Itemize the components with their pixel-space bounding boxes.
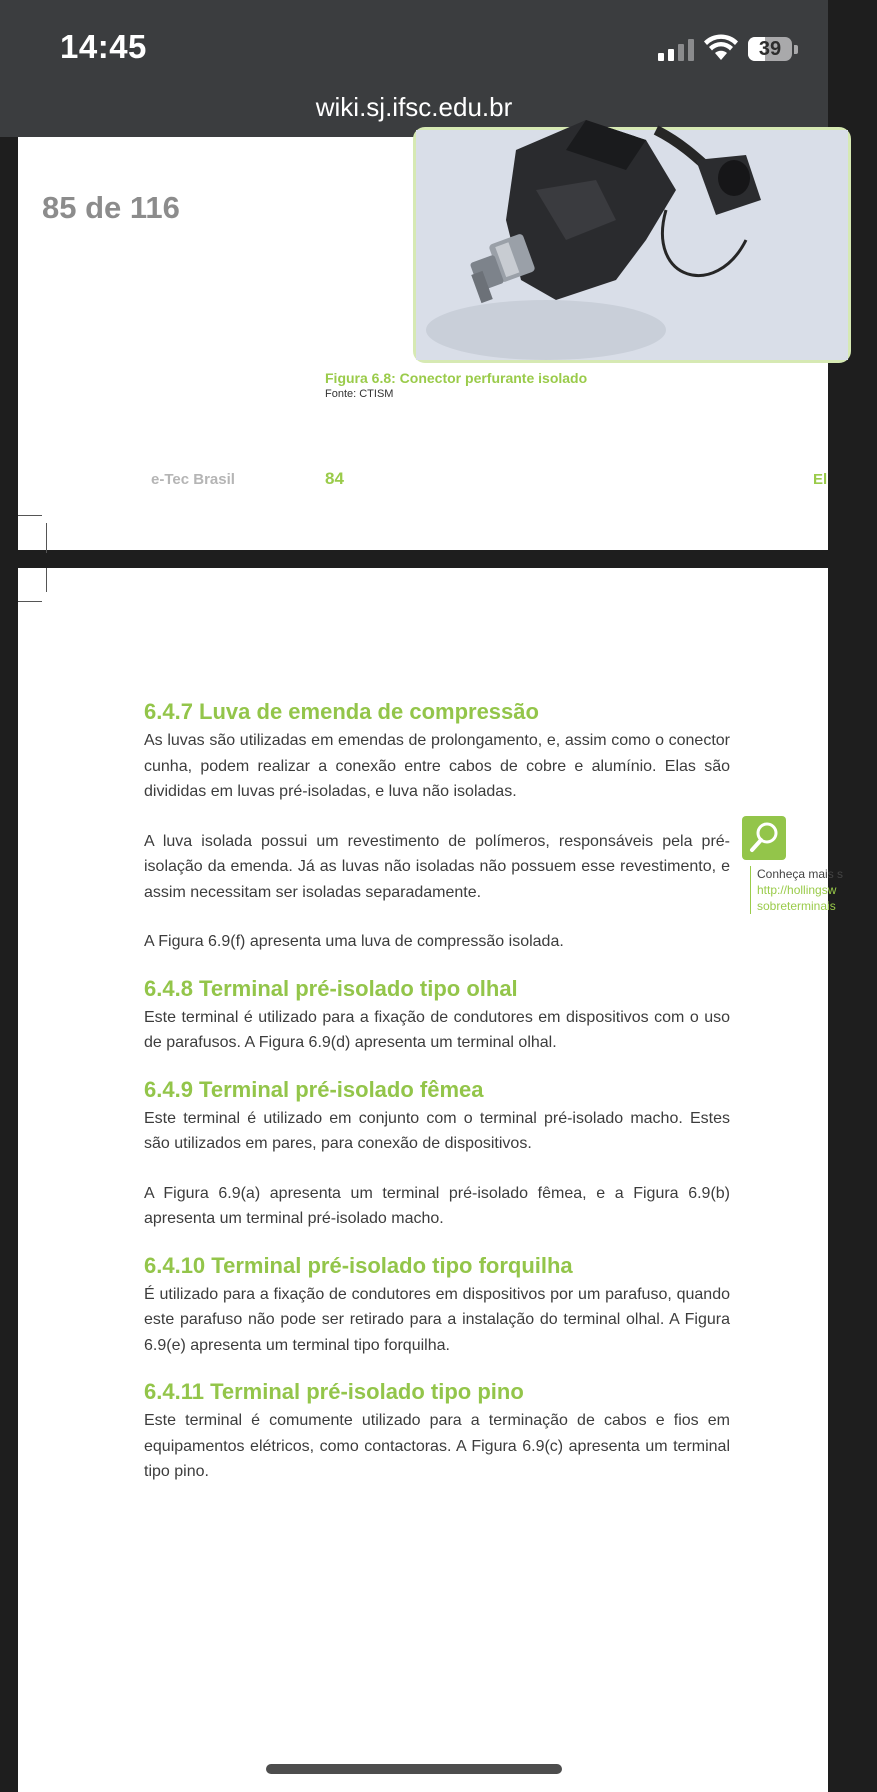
figure-title: Figura 6.8: Conector perfurante isolado [325,370,588,386]
footer-right-text: El [813,471,828,488]
browser-top-bar [0,0,828,137]
status-icons [658,34,798,64]
paragraph: Este terminal é utilizado para a fixação de condutores em dispositivos com o uso de parafusos. A Figura 6.9(d) apresenta um terminal olhal. [144,1008,730,1051]
pdf-page-85[interactable] [18,568,844,1792]
cellular-signal-icon [658,37,694,61]
figure-source: Fonte: CTISM [325,388,394,400]
crop-mark [18,515,42,516]
sidebar-link[interactable]: sobreterminais [757,899,836,913]
address-bar-url[interactable]: wiki.sj.ifsc.edu.br [315,92,513,122]
sidebar-note [750,866,877,914]
section-heading: 6.4.9 Terminal pré-isolado fêmea [144,1076,484,1102]
section-heading: 6.4.10 Terminal pré-isolado tipo forquilha [144,1252,573,1278]
battery-icon [748,37,792,61]
paragraph: A Figura 6.9(a) apresenta um terminal pré-isolado fêmea, e a Figura 6.9(b) apresenta um terminal pré-isolado macho. [144,1184,730,1227]
section-heading: 6.4.7 Luva de emenda de compressão [144,699,539,724]
battery-tip [794,45,798,54]
paragraph: Este terminal é utilizado em conjunto com o terminal pré-isolado macho. Estes são utilizados em pares, para conexão de dispositivos. [144,1109,730,1152]
footer-brand: e-Tec Brasil [151,471,235,488]
paragraph: A luva isolada possui um revestimento de polímeros, responsáveis pela pré-isolação da emenda. Já as luvas não isoladas não possuem esse revestimento, e assim necessitam ser isoladas separadamente. [144,832,730,901]
paragraph: É utilizado para a fixação de condutores em dispositivos por um parafuso, quando este parafuso não pode ser retirado para a instalação do terminal olhal. A Figura 6.9(e) apresenta um terminal tipo forquilha. [144,1285,730,1354]
paragraph: Este terminal é comumente utilizado para a terminação de cabos e fios em equipamentos elétricos, como contactoras. A Figura 6.9(c) apresenta um terminal tipo pino. [144,1412,730,1480]
paragraph: As luvas são utilizadas em emendas de prolongamento, e, assim como o conector cunha, podem realizar a conexão entre cabos de cobre e alumínio. Elas são divididas em luvas pré-isoladas, e luva não isoladas. [144,732,730,800]
section-heading: 6.4.8 Terminal pré-isolado tipo olhal [144,975,518,1001]
home-indicator[interactable] [266,1764,562,1774]
crop-mark [46,523,47,553]
battery-level: 39 [758,37,782,60]
insulated-piercing-connector-image [416,130,848,360]
wifi-icon [704,36,738,62]
page-content [144,698,730,1485]
footer-page-number: 84 [325,469,344,488]
figure-caption [325,370,587,400]
paragraph: A Figura 6.9(f) apresenta uma luva de compressão isolada. [144,933,564,950]
connector-photo [413,127,851,363]
magnifier-icon [742,816,786,860]
crop-mark [18,601,42,602]
sidebar-link[interactable]: http://hollingsw [757,883,837,897]
sidebar-note-text: Conheça mais s [757,867,844,881]
status-time: 14:45 [60,28,147,65]
section-heading: 6.4.11 Terminal pré-isolado tipo pino [144,1379,524,1404]
crop-mark [46,568,47,592]
page-counter: 85 de 116 [42,190,180,225]
